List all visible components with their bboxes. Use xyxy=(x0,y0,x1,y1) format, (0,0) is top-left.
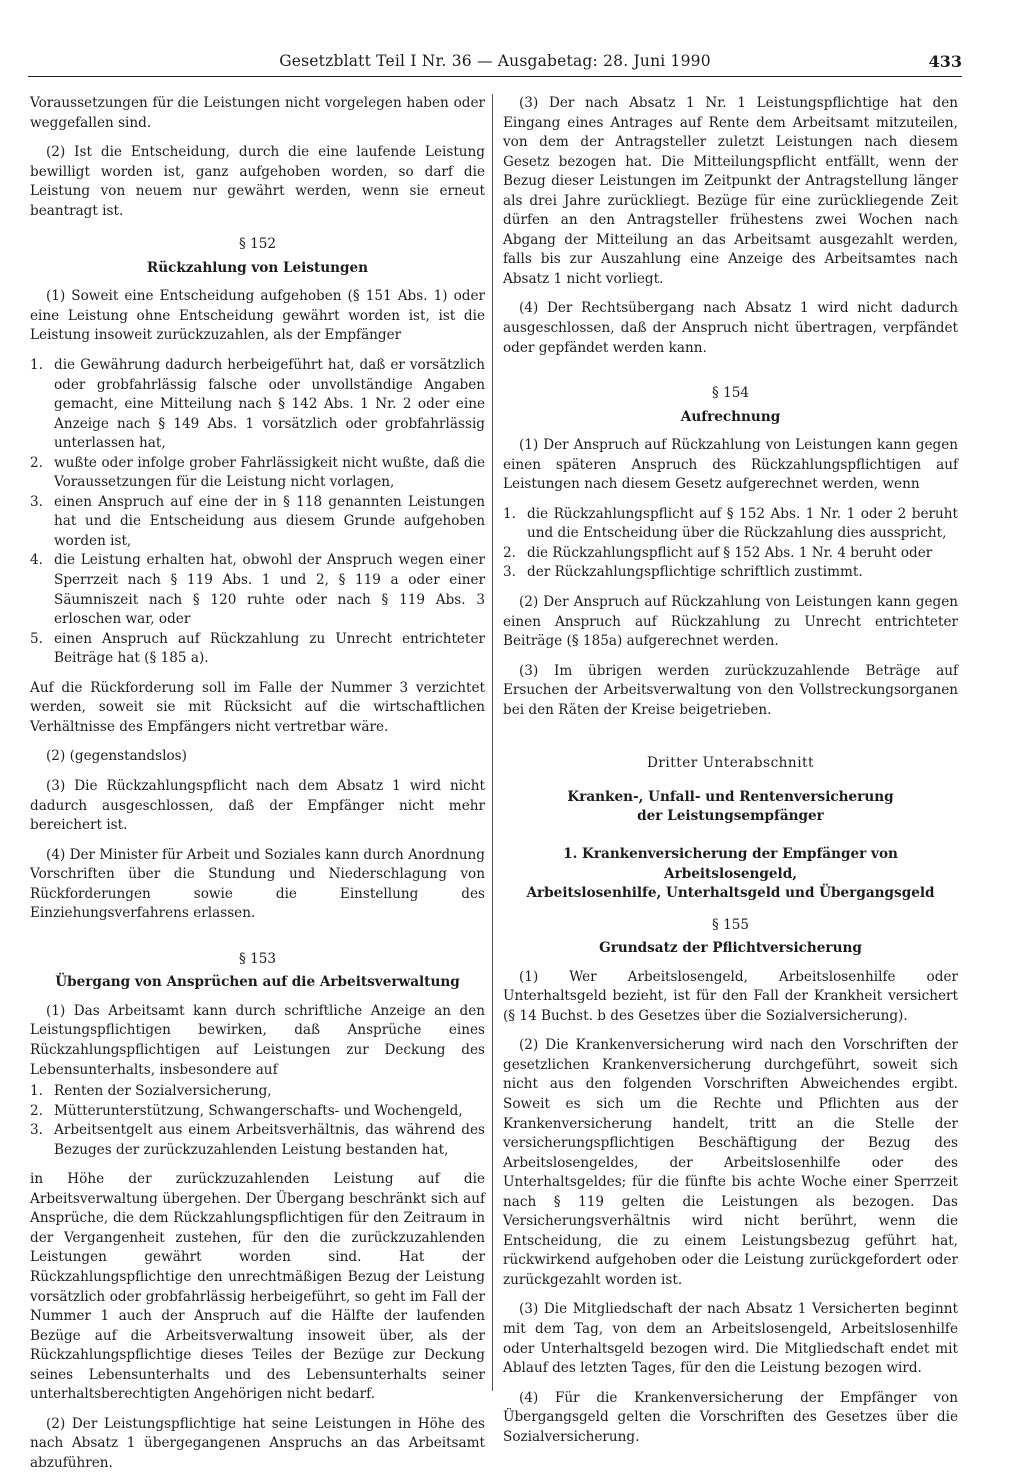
list-item: 4. die Leistung erhalten hat, obwohl der Anspruch wegen einer Sperrzeit nach § 119 Abs. 1 und 2, § 119 a oder einer Säumniszeit nach § 120 ruhte oder nach § 119 Abs. 3 erloschen war, oder xyxy=(30,552,485,628)
paragraph: (3) Der nach Absatz 1 Nr. 1 Leistungspflichtige hat den Eingang eines Antrages auf Rente dem Arbeitsamt mitzuteilen, von dem der Antragsteller zuletzt Leistungen nach diesem Gesetz bezogen hat. Die Mitteilungspflicht entfällt, wenn der Bezug dieser Leistungen im Zeitpunkt der Antragstellung länger als drei Jahre zurückliegt. Bezüge für eine zurückliegende Zeit dürfen an den Antragsteller frühestens zwei Wochen nach Abgang der Mitteilung an das Arbeitsamt ausgezahlt werden, falls bis zur Auszahlung eine Anzeige des Arbeitsamtes nach Absatz 1 nicht vorliegt. xyxy=(503,95,958,287)
part-title-line: 1. Krankenversicherung der Empfänger von Arbeitslosengeld, xyxy=(563,845,898,882)
header-title: Gesetzblatt Teil I Nr. 36 — Ausgabetag: 28. Juni 1990 xyxy=(279,52,711,70)
section-number-155: § 155 xyxy=(711,916,750,933)
paragraph: (3) Die Rückzahlungspflicht nach dem Absatz 1 wird nicht dadurch ausgeschlossen, daß der Empfänger nicht mehr bereichert ist. xyxy=(30,777,485,834)
list-item: 5. einen Anspruch auf Rückzahlung zu Unrecht entrichteter Beiträge hat (§ 185 a). xyxy=(30,630,485,667)
list-item: 2. Mütterunterstützung, Schwangerschafts- und Wochengeld, xyxy=(30,1102,463,1119)
subsection-label: Dritter Unterabschnitt xyxy=(647,755,814,772)
list-item: 2. wußte oder infolge grober Fahrlässigkeit nicht wußte, daß die Voraussetzungen für die Leistung nicht vorlagen, xyxy=(30,454,485,491)
paragraph-continuation: Voraussetzungen für die Leistungen nicht vorgelegen haben oder weggefallen sind. xyxy=(30,95,485,131)
list-item: 1. die Rückzahlungspflicht auf § 152 Abs. 1 Nr. 1 oder 2 beruht und die Entscheidung über die Rückzahlung dies ausspricht, xyxy=(503,505,958,542)
list-item: 3. Arbeitsentgelt aus einem Arbeitsverhältnis, das während des Bezuges der zurückzuzahlenden Leistung bestanden hat, xyxy=(30,1122,485,1158)
subsection-title xyxy=(503,788,958,827)
section-number-152: § 152 xyxy=(238,236,277,253)
list-item: 1. Renten der Sozialversicherung, xyxy=(30,1083,272,1100)
paragraph: (4) Der Minister für Arbeit und Soziales kann durch Anordnung Vorschriften über die Stundung und Niederschlagung von Rückforderungen sowie die Einstellung des Einziehungsverfahrens erlassen. xyxy=(30,846,485,922)
paragraph: (3) Die Mitgliedschaft der nach Absatz 1 Versicherten beginnt mit dem Tag, von dem an Arbeitslosengeld, Arbeitslosenhilfe oder Unterhaltsgeld bezogen wird. Die Mitgliedschaft endet mit Ablauf des letzten Tages, für den die Leistung bezogen wird. xyxy=(503,1301,958,1377)
numbered-list xyxy=(503,505,958,583)
paragraph: (3) Im übrigen werden zurückzuzahlende Beträge auf Ersuchen der Arbeitsverwaltung von den Vollstreckungsorganen bei den Räten der Kreise beigetrieben. xyxy=(503,662,958,718)
paragraph: (4) Für die Krankenversicherung der Empfänger von Übergangsgeld gelten die Vorschriften des Gesetzes über die Sozialversicherung. xyxy=(503,1389,958,1445)
list-item: 2. die Rückzahlungspflicht auf § 152 Abs. 1 Nr. 4 beruht oder xyxy=(503,544,933,561)
paragraph: (1) Das Arbeitsamt kann durch schriftliche Anzeige an den Leistungspflichtigen bewirken, daß Ansprüche eines Rückzahlungspflichtigen auf Leistungen zur Deckung des Lebensunterhalts, insbesondere auf xyxy=(30,1002,485,1078)
paragraph: (1) Soweit eine Entscheidung aufgehoben (§ 151 Abs. 1) oder eine Leistung ohne Entscheidung gewährt worden ist, ist die Leistung insoweit zurückzuzahlen, als der Empfänger xyxy=(30,288,485,344)
paragraph: (2) Ist die Entscheidung, durch die eine laufende Leistung bewilligt worden ist, ganz aufgehoben worden, so darf die Leistung von neuem nur gewährt werden, wenn sie erneut beantragt ist. xyxy=(30,144,485,219)
column-divider xyxy=(492,94,493,1391)
page-header xyxy=(28,50,962,77)
paragraph: in Höhe der zurückzuzahlenden Leistung auf die Arbeitsverwaltung übergehen. Der Übergang beschränkt sich auf Ansprüche, die dem Rückzahlungspflichtigen für den Zeitraum in der Vergangenheit zustehen, für den die zurückzuzahlenden Leistungen gewährt worden sind. Hat der Rückzahlungspflichtige den unrechtmäßigen Bezug der Leistung vorsätzlich oder grobfahrlässig herbeigeführt, so geht im Fall der Nummer 1 auch der Anspruch auf die Hälfte der laufenden Bezüge auf die Arbeitsverwaltung insoweit über, als der Rückzahlungspflichtige dieses Teiles der Bezüge zur Deckung seines Lebensunterhalts und des Lebensunterhalts seiner unterhaltsberechtigten Angehörigen nicht bedarf. xyxy=(30,1171,485,1403)
numbered-list xyxy=(30,1082,485,1160)
left-column xyxy=(30,94,485,1471)
subsection-title-line: Kranken-, Unfall- und Rentenversicherung xyxy=(567,788,894,805)
part-title-line: Arbeitslosenhilfe, Unterhaltsgeld und Übergangsgeld xyxy=(526,885,935,902)
section-number-154: § 154 xyxy=(711,385,750,402)
paragraph: (2) (gegenstandslos) xyxy=(46,748,187,765)
paragraph: (1) Wer Arbeitslosengeld, Arbeitslosenhilfe oder Unterhaltsgeld bezieht, ist für den Fall der Krankheit versichert (§ 14 Buchst. b des Gesetzes über die Sozialversicherung). xyxy=(503,968,958,1024)
page-number: 433 xyxy=(928,52,962,71)
paragraph: (2) Der Anspruch auf Rückzahlung von Leistungen kann gegen einen Anspruch auf Rückzahlung zu Unrecht entrichteter Beiträge (§ 185a) aufgerechnet werden. xyxy=(503,594,958,650)
section-number-153: § 153 xyxy=(238,950,277,967)
numbered-list xyxy=(30,356,485,669)
list-item: 3. einen Anspruch auf eine der in § 118 genannten Leistungen hat und die Entscheidung aus diesem Grunde aufgehoben worden ist, xyxy=(30,493,485,549)
section-title-155: Grundsatz der Pflichtversicherung xyxy=(599,940,862,957)
list-item: 3. der Rückzahlungspflichtige schriftlich zustimmt. xyxy=(503,564,863,581)
section-title-152: Rückzahlung von Leistungen xyxy=(146,259,369,276)
list-item: 1. die Gewährung dadurch herbeigeführt hat, daß er vorsätzlich oder grobfahrlässig falsche oder unvollständige Angaben gemacht, eine Mitteilung nach § 142 Abs. 1 Nr. 2 oder eine Anzeige nach § 149 Abs. 1 vorsätzlich oder grobfahrlässig unterlassen hat, xyxy=(30,357,485,452)
paragraph: (4) Der Rechtsübergang nach Absatz 1 wird nicht dadurch ausgeschlossen, daß der Anspruch nicht übertragen, verpfändet oder gepfändet werden kann. xyxy=(503,300,958,356)
section-title-153: Übergang von Ansprüchen auf die Arbeitsverwaltung xyxy=(55,974,460,991)
right-column xyxy=(503,94,958,1445)
section-title-154: Aufrechnung xyxy=(680,408,781,425)
paragraph: Auf die Rückforderung soll im Falle der Nummer 3 verzichtet werden, soweit sie mit Rücksicht auf die wirtschaftlichen Verhältnisse des Empfängers nicht vertretbar wäre. xyxy=(30,679,485,735)
paragraph: (2) Die Krankenversicherung wird nach den Vorschriften der gesetzlichen Krankenversicherung durchgeführt, soweit sich nicht aus den folgenden Vorschriften Abweichendes ergibt. Soweit es sich um die Rechte und Pflichten aus der Krankenversicherung handelt, tritt an die Stelle der versicherungspflichtigen Beschäftigung der Bezug des Arbeitslosengeldes, der Arbeitslosenhilfe oder des Unterhaltsgeldes; für die fünfte bis achte Woche einer Sperrzeit nach § 119 gelten die Leistungen als bezogen. Das Versicherungsverhältnis wird nicht berührt, wenn die Entscheidung, die zu einem Leistungsbezug geführt hat, rückwirkend aufgehoben oder die Leistung zurückgefordert oder zurückgezahlt worden ist. xyxy=(503,1037,958,1288)
part-title xyxy=(503,845,958,904)
subsection-title-line: der Leistungsempfänger xyxy=(637,808,824,825)
paragraph: (1) Der Anspruch auf Rückzahlung von Leistungen kann gegen einen späteren Anspruch des Rückzahlungspflichtigen auf Leistungen nach diesem Gesetz aufgerechnet werden, wenn xyxy=(503,437,958,493)
paragraph: (2) Der Leistungspflichtige hat seine Leistungen in Höhe des nach Absatz 1 übergegangenen Anspruchs an das Arbeitsamt abzuführen. xyxy=(30,1415,485,1471)
